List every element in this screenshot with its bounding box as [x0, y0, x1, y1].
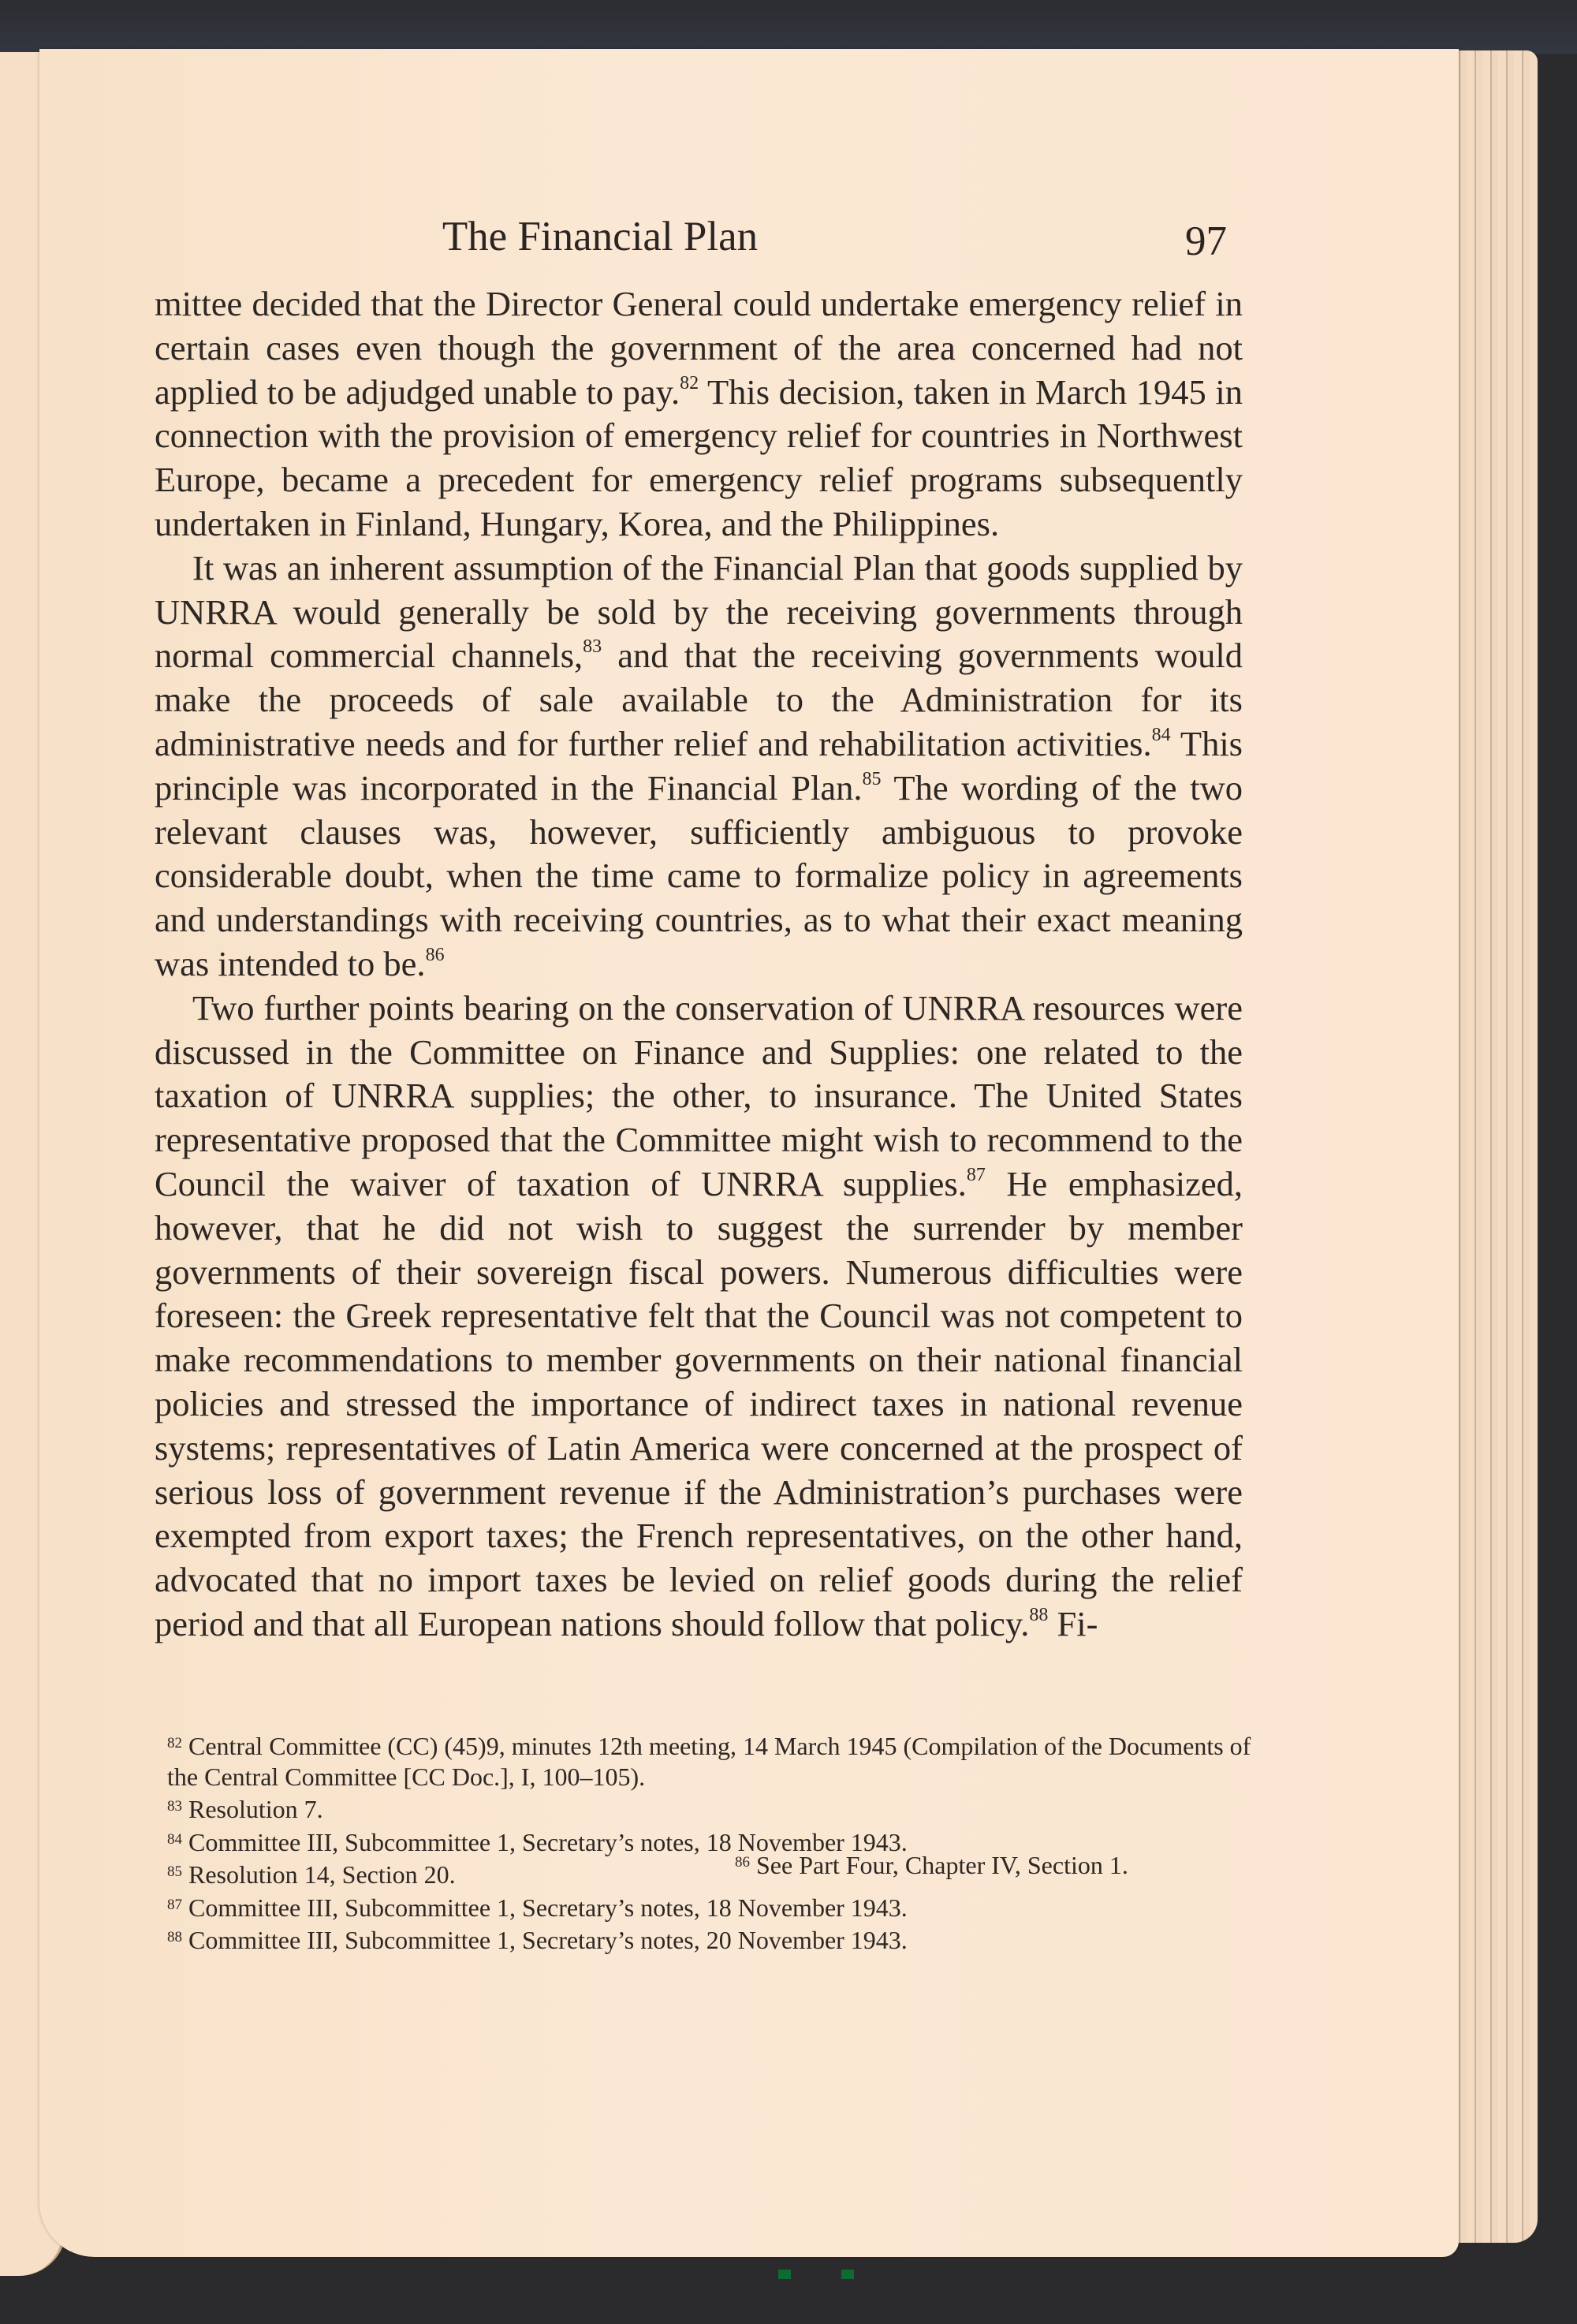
footnote-reference[interactable]: 85 — [862, 768, 882, 789]
footnote-87 — [167, 1890, 1255, 1923]
page-header — [155, 213, 1243, 268]
footnote-text: Resolution 7. — [182, 1795, 323, 1823]
footnote-text: Committee III, Subcommittee 1, Secretary’s notes, 18 November 1943. — [182, 1827, 908, 1856]
footnote-number: 87 — [167, 1896, 182, 1913]
page-number: 97 — [1185, 218, 1227, 264]
footnote-reference[interactable]: 88 — [1029, 1604, 1049, 1625]
footnote-text: See Part Four, Chapter IV, Section 1. — [750, 1851, 1128, 1879]
footnote-reference[interactable]: 84 — [1151, 724, 1171, 745]
footnote-text: Central Committee (CC) (45)9, minutes 12th meeting, 14 March 1945 (Compilation of the Documents of the Central Committee [CC Doc.], I, 100–105). — [167, 1732, 1251, 1791]
footnote-number: 84 — [167, 1830, 182, 1848]
page-stack-edges — [1451, 50, 1538, 2243]
footnote-number: 82 — [167, 1735, 182, 1751]
footnote-reference[interactable]: 86 — [425, 944, 445, 965]
footnote-85 — [167, 1851, 1255, 1890]
scanner-mark — [841, 2270, 854, 2279]
footnote-86 — [735, 1848, 1128, 1881]
paragraph — [155, 282, 1243, 546]
footnote-text: Resolution 14, Section 20. — [182, 1860, 456, 1889]
body-text — [155, 282, 1243, 1647]
footnote-reference[interactable]: 82 — [680, 372, 699, 394]
paragraph-text: and that the receiving governments would make the proceeds of sale available to the Administration for its administrative needs and for further relief and rehabilitation activities. — [155, 636, 1243, 763]
footnote-number: 83 — [167, 1798, 182, 1815]
footnote-82 — [167, 1729, 1255, 1792]
background-top — [0, 0, 1577, 54]
paragraph — [155, 987, 1243, 1647]
footnote-number: 88 — [167, 1929, 182, 1945]
paragraph-text: This decision, taken in March 1945 in connection with the provision of emergency relief for countries in Northwest Europe, became a precedent for emergency relief programs subsequently undertaken in Finland, Hungary, Korea, and the Philippines. — [155, 371, 1243, 543]
footnote-text: Committee III, Subcommittee 1, Secretary’s notes, 18 November 1943. — [182, 1893, 908, 1922]
paragraph-text: Fi- — [1048, 1603, 1098, 1643]
footnote-reference[interactable]: 87 — [966, 1164, 986, 1185]
footnote-number: 86 — [735, 1854, 750, 1871]
scanner-mark — [778, 2270, 791, 2279]
footnotes — [167, 1729, 1255, 1956]
paragraph-text: mittee decided that the Director General could undertake emergency relief in certain cases even though the government of the area concerned had not applied to be adjudged unable to pay. — [155, 284, 1243, 412]
footnote-number: 85 — [167, 1863, 182, 1880]
footnote-88 — [167, 1923, 1255, 1956]
paragraph-text: This principle was incorporated in the Financial Plan. — [155, 723, 1243, 808]
paragraph-text: Two further points bearing on the conservation of UNRRA resources were discussed in the Committee on Finance and Supplies: one related to the taxation of UNRRA supplies; the other, to insurance. The United States representative proposed that the Committee might wish to recommend to the Council the waiver of taxation of UNRRA supplies. — [155, 987, 1243, 1203]
running-title: The Financial Plan — [442, 214, 759, 259]
paragraph — [155, 546, 1243, 987]
footnote-text: Committee III, Subcommittee 1, Secretary’s notes, 20 November 1943. — [182, 1926, 908, 1954]
paragraph-text: The wording of the two relevant clauses was, however, sufficiently ambiguous to provoke considerable doubt, when the time came to formalize policy in agreements and understandings with receiving countries, as to what their exact meaning was intended to be. — [155, 767, 1243, 983]
footnote-reference[interactable]: 83 — [583, 636, 602, 658]
footnote-83 — [167, 1792, 1255, 1825]
paragraph-text: It was an inherent assumption of the Financial Plan that goods supplied by UNRRA would generally be sold by the receiving governments through normal commercial channels, — [155, 547, 1243, 676]
paragraph-text: He emphasized, however, that he did not wish to suggest the surrender by member governments of their sovereign fiscal powers. Numerous difficulties were foreseen: the Greek representative felt that the Council was not competent to make recommendations to member governments on their national financial policies and stressed the importance of indirect taxes in national revenue systems; representatives of Latin America were concerned at the prospect of serious loss of government revenue if the Administration’s purchases were exempted from export taxes; the French representatives, on the other hand, advocated that no import taxes be levied on relief goods during the relief period and that all European nations should follow that policy. — [155, 1163, 1243, 1643]
